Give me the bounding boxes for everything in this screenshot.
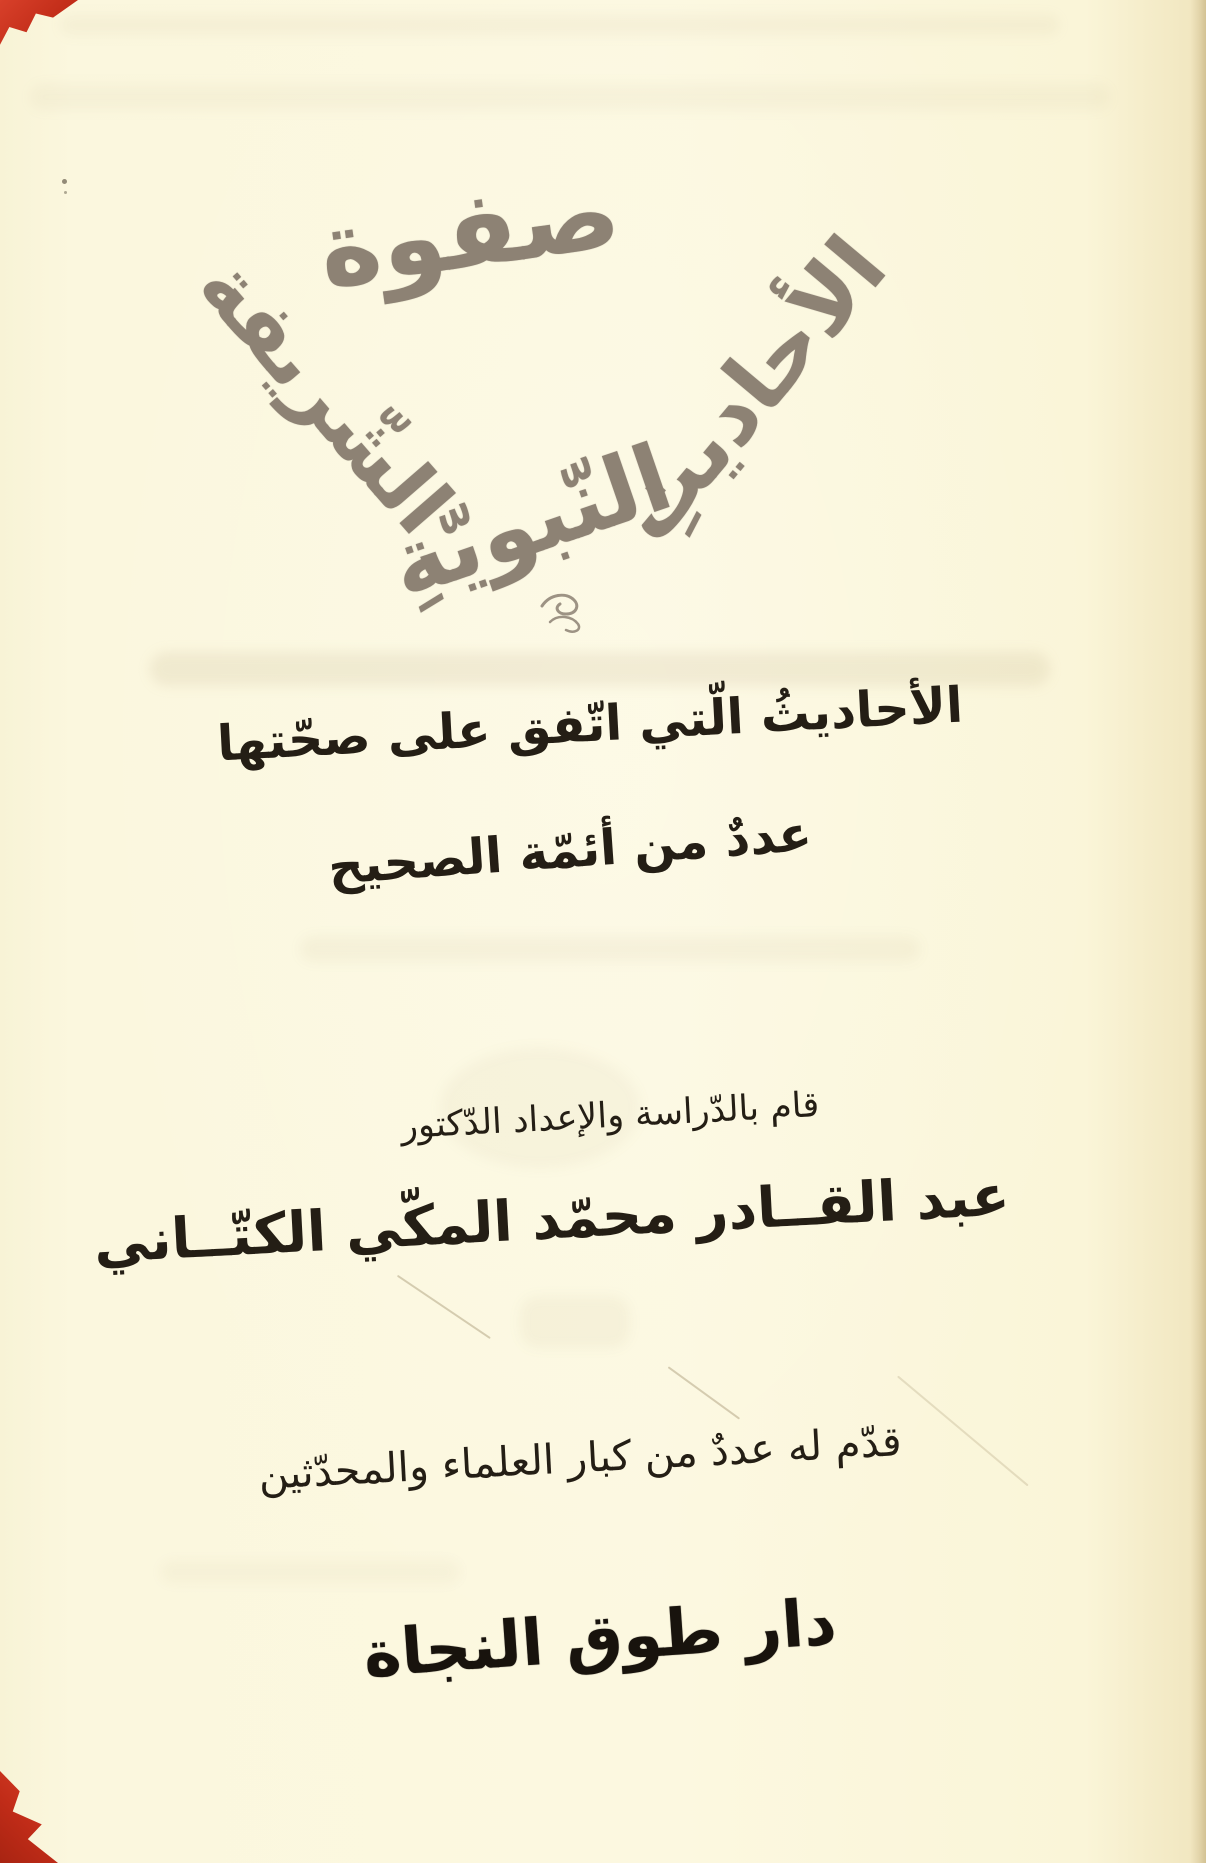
subtitle-line-1: الأحاديثُ الّتي اتّفق على صحّتها — [215, 676, 965, 773]
title-word-alahadith: الأحاديثِ — [593, 217, 907, 562]
bleed-through-artifact — [300, 936, 920, 962]
page-edge-shadow — [1190, 0, 1206, 1863]
title-word-alsharifa: الشّريفة — [179, 238, 471, 553]
publisher-name: دار طوق النجاة — [361, 1585, 839, 1693]
prepared-by-line: قام بالدّراسة والإعداد الدّكتور — [399, 1085, 821, 1147]
paper-crease — [668, 1366, 740, 1419]
calligraphic-flourish-icon — [536, 588, 588, 638]
title-word-alnabawiyya: النّبويّةِ — [375, 423, 685, 620]
bleed-through-artifact — [160, 1560, 460, 1584]
bleed-through-artifact — [30, 84, 1110, 110]
red-cover-corner-bottom-left — [0, 1771, 58, 1863]
title-word-safwa: صفوة — [311, 149, 628, 312]
bleed-through-artifact — [60, 14, 1060, 36]
author-name: عبد القــادر محمّد المكّي الكتّــاني — [92, 1163, 1012, 1277]
ink-speck — [64, 191, 67, 194]
bleed-through-artifact — [520, 1296, 630, 1348]
foreword-note: قدّم له عددٌ من كبار العلماء والمحدّثين — [257, 1417, 903, 1499]
subtitle-line-2: عددٌ من أئمّة الصحيح — [326, 805, 814, 896]
paper-crease — [397, 1275, 491, 1339]
ink-speck — [62, 179, 67, 184]
